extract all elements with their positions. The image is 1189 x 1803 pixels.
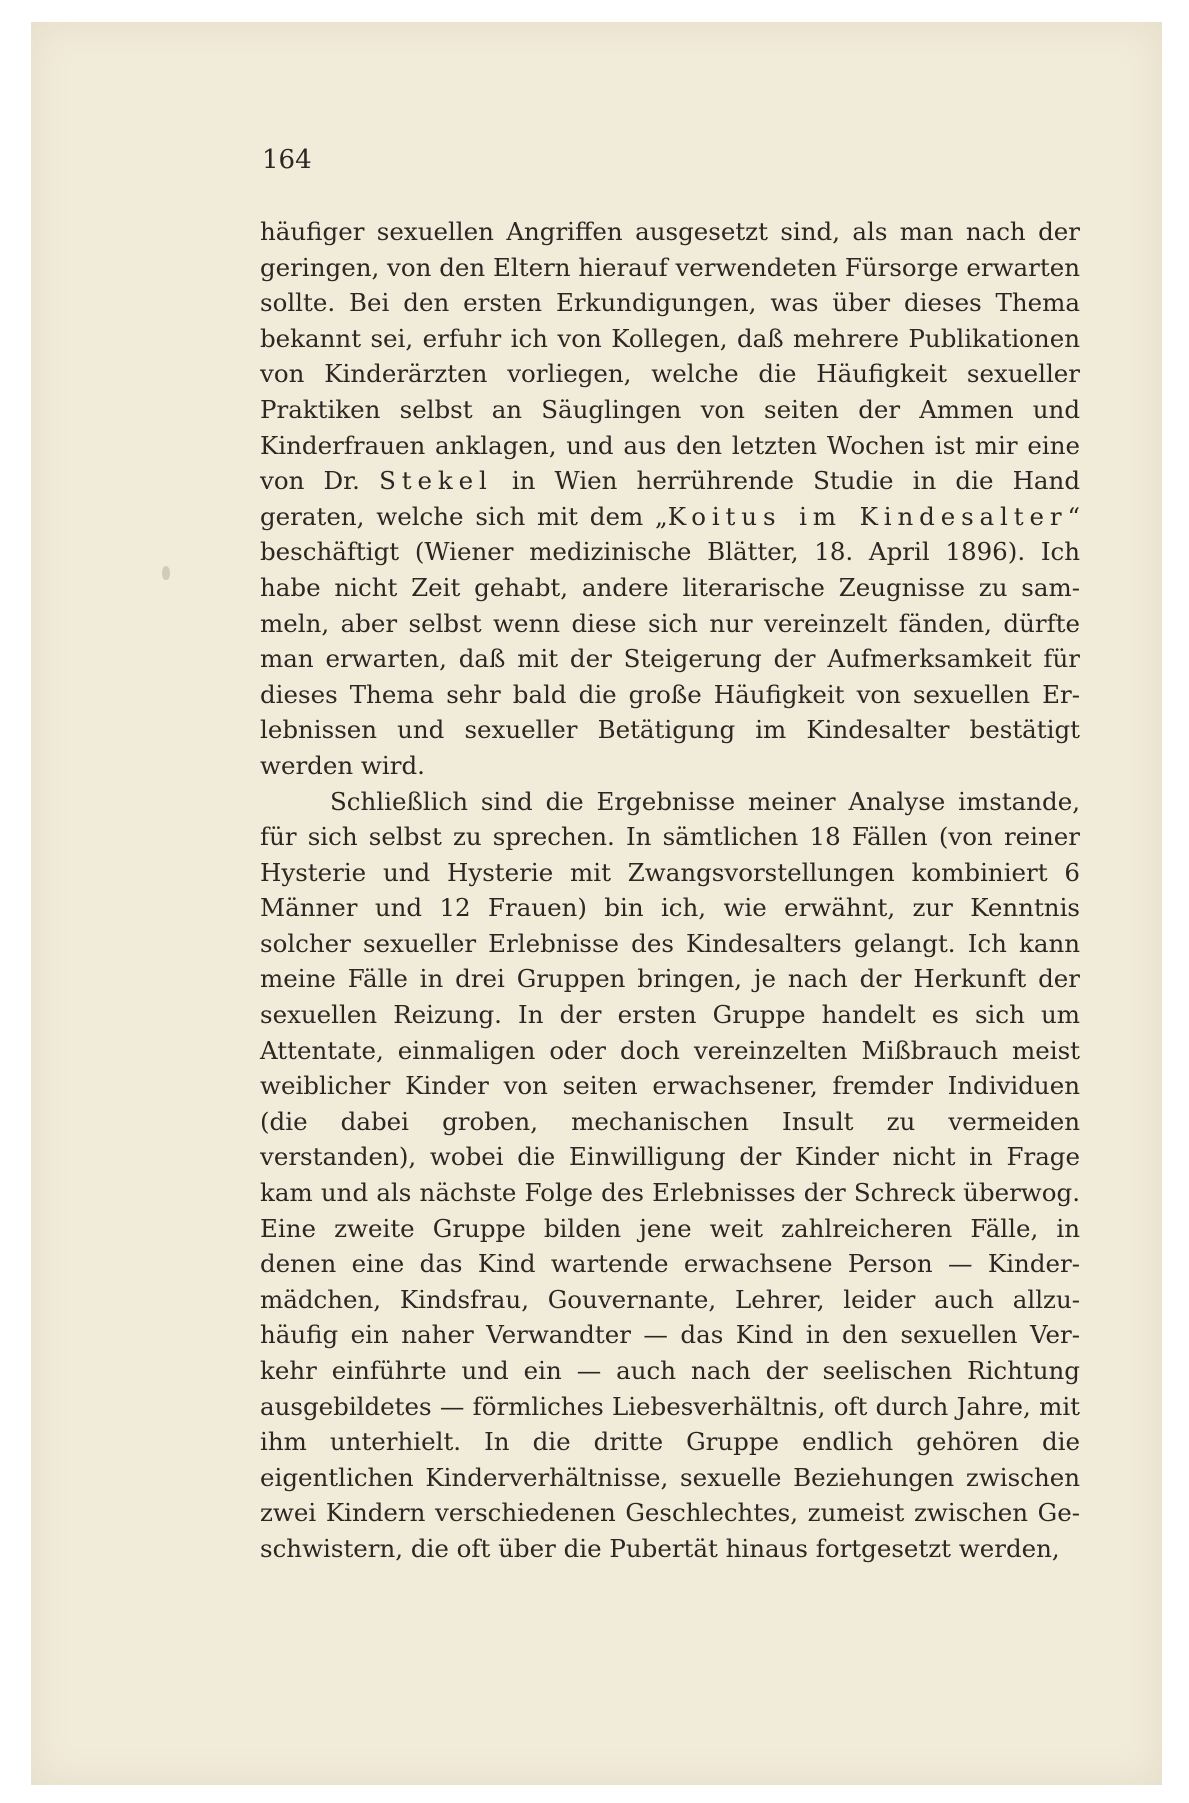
text-run: Schließlich sind die Ergebnisse meiner Analyse imstande, für sich selbst zu sprechen. In sämtlichen 18 Fällen (von reiner Hysterie und Hysterie mit Zwangsvorstellungen kombiniert 6 Männer und 12 Frauen) bin ich, wie erwähnt, zur Kenntnis solcher sexueller Erlebnisse des Kindesalters gelangt. Ich kann meine Fälle in drei Gruppen bringen, je nach der Herkunft der sexuellen Reizung. In der ersten Gruppe handelt es sich um Attentate, einmaligen oder doch vereinzelten Mißbrauch meist weiblicher Kinder von seiten erwachsener, fremder Individuen (die dabei groben, mechanischen Insult zu vermeiden verstanden), wobei die Einwilligung der Kinder nicht in Frage kam und als nächste Folge des Erlebnisses der Schreck überwog. Eine zweite Gruppe bilden jene weit zahlreicheren Fälle, in denen eine das Kind wartende erwachsene Person — Kindermädchen, Kindsfrau, Gouvernante, Lehrer, leider auch allzuhäufig ein naher Verwandter — das Kind in den sexuellen Verkehr einführte und ein — auch nach der seelischen Richtung ausgebildetes — förmliches Liebesverhältnis, oft durch Jahre, mit ihm unterhielt. In die dritte Gruppe endlich gehören die eigentlichen Kinderverhältnisse, sexuelle Beziehungen zwischen zwei Kindern verschiedenen Geschlechtes, zumeist zwischen Geschwistern, die oft über die Pubertät hinaus fortgesetzt werden, xyxy=(260,786,1080,1563)
text-run: “ beschäftigt (Wiener medizinische Blätter, 18. April 1896). Ich habe nicht Zeit gehabt, andere literarische Zeugnisse zu sammeln, aber selbst wenn diese sich nur vereinzelt fänden, dürfte man erwarten, daß mit der Steigerung der Aufmerksamkeit für dieses Thema sehr bald die große Häufigkeit von sexuellen Erlebnissen und sexueller Betätigung im Kindesalter bestätigt werden wird. xyxy=(260,501,1080,780)
body-text xyxy=(260,214,1080,1567)
paper-blemish xyxy=(162,566,170,580)
paragraph-2 xyxy=(260,784,1080,1567)
text-run: häufiger sexuellen Angriffen ausgesetzt sind, als man nach der geringen, von den Eltern hierauf verwendeten Fürsorge erwarten sollte. Bei den ersten Erkundigungen, was über dieses Thema bekannt sei, erfuhr ich von Kollegen, daß mehrere Publikationen von Kinderärzten vorliegen, welche die Häufigkeit sexueller Praktiken selbst an Säuglingen von seiten der Ammen und Kinderfrauen anklagen, und aus den letzten Wochen ist mir eine von Dr. xyxy=(260,217,1080,496)
text-run: in Wien herrührende Studie in die Hand geraten, welche sich mit dem „ xyxy=(260,466,1081,531)
page-number: 164 xyxy=(262,145,312,175)
spaced-title-koitus: Koitus im Kindesalter xyxy=(667,501,1068,531)
spaced-name-stekel: Stekel xyxy=(379,466,493,496)
paragraph-1 xyxy=(260,214,1080,784)
